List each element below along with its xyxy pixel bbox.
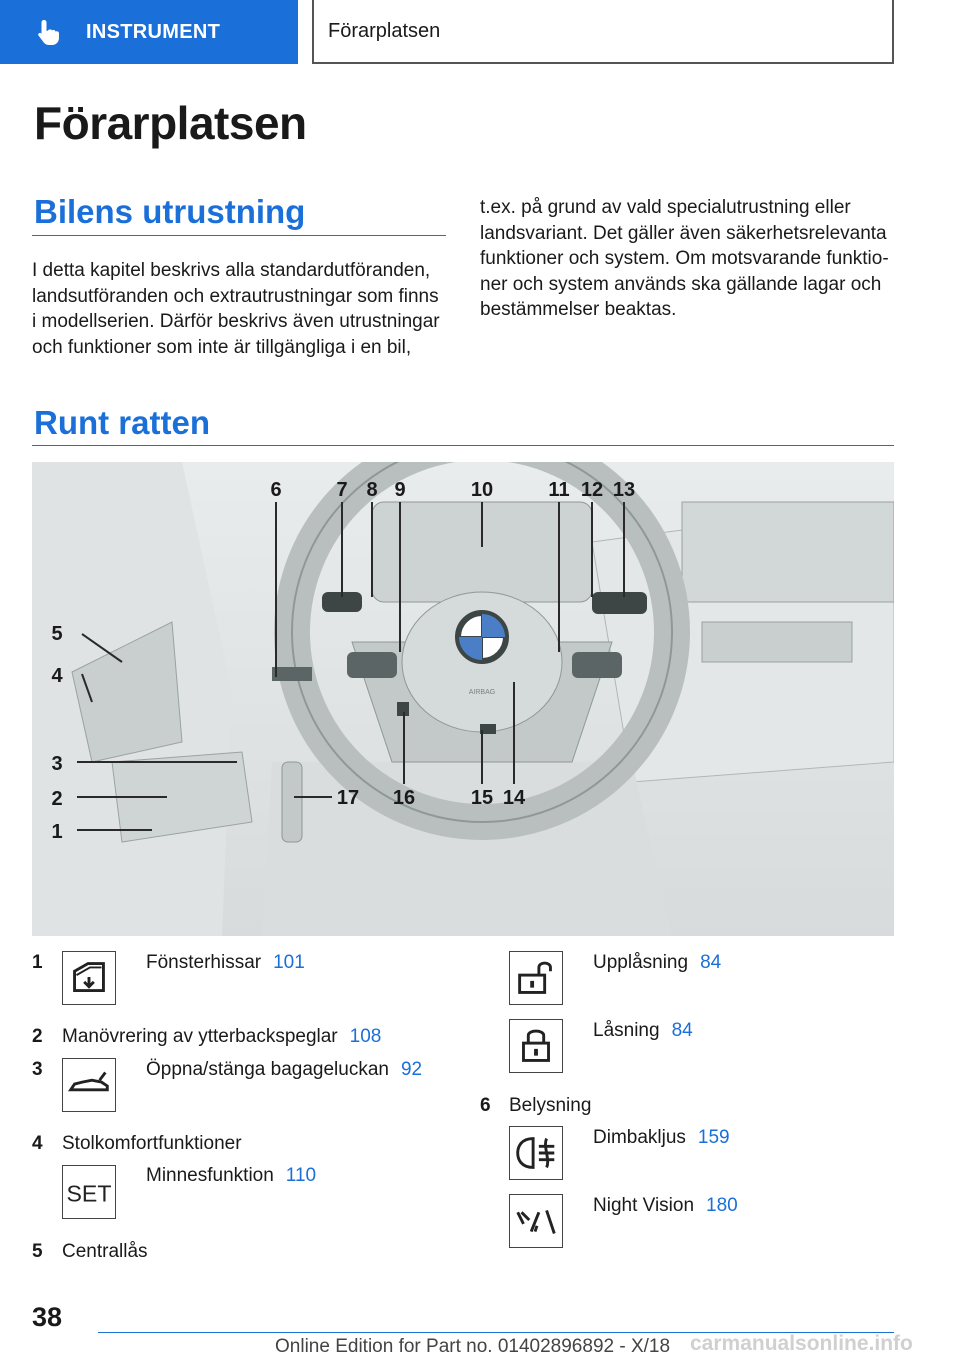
watermark: carmanualsonline.info bbox=[690, 1332, 913, 1355]
callout-3: 3 bbox=[51, 753, 63, 775]
item-number: 6 bbox=[480, 1095, 491, 1116]
night-vision-icon bbox=[509, 1194, 563, 1248]
heading-rule bbox=[32, 445, 894, 446]
item-label: Låsning bbox=[593, 1020, 660, 1041]
callout-4: 4 bbox=[51, 665, 63, 687]
item-central-locking: Centrallås bbox=[62, 1241, 148, 1262]
item-seat-comfort: Stolkomfortfunktioner bbox=[62, 1133, 242, 1154]
intro-paragraph-col1 bbox=[32, 258, 440, 360]
item-number: 5 bbox=[32, 1241, 43, 1262]
callout-1: 1 bbox=[51, 821, 63, 843]
item-number: 2 bbox=[32, 1026, 43, 1047]
callout-6: 6 bbox=[270, 479, 282, 501]
text-line: t.ex. på grund av vald specialutrustning eller bbox=[480, 197, 851, 218]
section-breadcrumb bbox=[312, 0, 894, 64]
text-line: landsutföranden och extrautrustningar som finns bbox=[32, 285, 439, 307]
page-reference-link[interactable]: 84 bbox=[671, 1020, 693, 1041]
callout-13: 13 bbox=[612, 479, 636, 501]
item-trunk bbox=[146, 1059, 422, 1081]
item-mirror-adjustment bbox=[62, 1026, 381, 1048]
item-label: Night Vision bbox=[593, 1195, 695, 1216]
text-line: funktioner och system. Om motsvarande funktio‐ bbox=[480, 248, 889, 269]
page-reference-link[interactable]: 92 bbox=[400, 1059, 423, 1080]
item-memory-function bbox=[146, 1165, 316, 1187]
callout-10: 10 bbox=[470, 479, 494, 501]
unlock-icon bbox=[509, 951, 563, 1005]
text-line: landsvariant. Det gäller även säkerhetsrelevanta bbox=[480, 222, 887, 244]
callout-16: 16 bbox=[392, 787, 416, 809]
section-breadcrumb-label: Förarplatsen bbox=[328, 19, 441, 42]
item-label: Öppna/stänga bagageluckan bbox=[146, 1059, 389, 1080]
edition-text: Online Edition for Part no. 01402896892 - X/18 bbox=[275, 1336, 671, 1357]
callout-12: 12 bbox=[580, 479, 604, 501]
item-night-vision bbox=[593, 1195, 738, 1217]
text-line: I detta kapitel beskrivs alla standardutföranden, bbox=[32, 260, 431, 281]
rear-fog-light-icon bbox=[509, 1126, 563, 1180]
callout-7: 7 bbox=[336, 479, 348, 501]
item-label: Upplåsning bbox=[593, 952, 689, 973]
page-reference-link[interactable]: 110 bbox=[285, 1165, 317, 1186]
text-line: i modellserien. Därför beskrivs även utrustningar bbox=[32, 311, 440, 332]
callout-2: 2 bbox=[51, 788, 63, 810]
item-number: 4 bbox=[32, 1133, 43, 1154]
callout-15: 15 bbox=[470, 787, 494, 809]
item-label: Fönsterhissar bbox=[146, 952, 262, 973]
item-label: Dimbakljus bbox=[593, 1127, 686, 1148]
hand-pointer-icon bbox=[34, 17, 64, 47]
item-number: 1 bbox=[32, 952, 43, 973]
item-window-lifts bbox=[146, 952, 305, 974]
heading-bilens-utrustning: Bilens utrustning bbox=[34, 193, 306, 230]
item-lighting: Belysning bbox=[509, 1095, 592, 1116]
page-reference-link[interactable]: 159 bbox=[697, 1127, 730, 1148]
callout-17: 17 bbox=[336, 787, 360, 809]
item-locking bbox=[593, 1020, 693, 1042]
page-reference-link[interactable]: 180 bbox=[706, 1195, 738, 1216]
item-unlocking bbox=[593, 952, 721, 974]
item-number: 3 bbox=[32, 1059, 43, 1080]
heading-runt-ratten: Runt ratten bbox=[34, 404, 210, 441]
callout-11: 11 bbox=[548, 479, 570, 501]
callout-5: 5 bbox=[51, 623, 63, 645]
item-label: Minnesfunktion bbox=[146, 1165, 274, 1186]
callout-14: 14 bbox=[502, 787, 526, 809]
lock-icon bbox=[509, 1019, 563, 1073]
chapter-tab[interactable] bbox=[0, 0, 298, 64]
item-rear-fog-light bbox=[593, 1127, 730, 1149]
text-line: ner och system används ska gällande lagar och bbox=[480, 273, 882, 295]
page-reference-link[interactable]: 101 bbox=[273, 952, 305, 973]
window-lift-icon bbox=[62, 951, 116, 1005]
set-icon bbox=[62, 1165, 116, 1219]
page-title: Förarplatsen bbox=[34, 97, 307, 149]
page-number: 38 bbox=[32, 1302, 63, 1332]
airbag-text: AIRBAG bbox=[468, 689, 496, 696]
text-line: och funktioner som inte är tillgängliga i en bil, bbox=[32, 336, 412, 358]
intro-paragraph-col2 bbox=[480, 195, 889, 323]
page-reference-link[interactable]: 108 bbox=[349, 1026, 382, 1047]
chapter-tab-label: INSTRUMENT bbox=[86, 20, 221, 43]
text-line: bestämmelser beaktas. bbox=[480, 299, 677, 320]
cockpit-illustration bbox=[32, 462, 894, 936]
item-label: Manövrering av ytterbackspeglar bbox=[62, 1026, 338, 1047]
trunk-icon bbox=[62, 1058, 116, 1112]
callout-9: 9 bbox=[394, 479, 406, 501]
heading-rule bbox=[32, 235, 446, 236]
page-reference-link[interactable]: 84 bbox=[700, 952, 722, 973]
set-icon-text: SET bbox=[66, 1180, 112, 1207]
steering-wheel-drawing bbox=[32, 462, 894, 936]
callout-8: 8 bbox=[366, 479, 378, 501]
